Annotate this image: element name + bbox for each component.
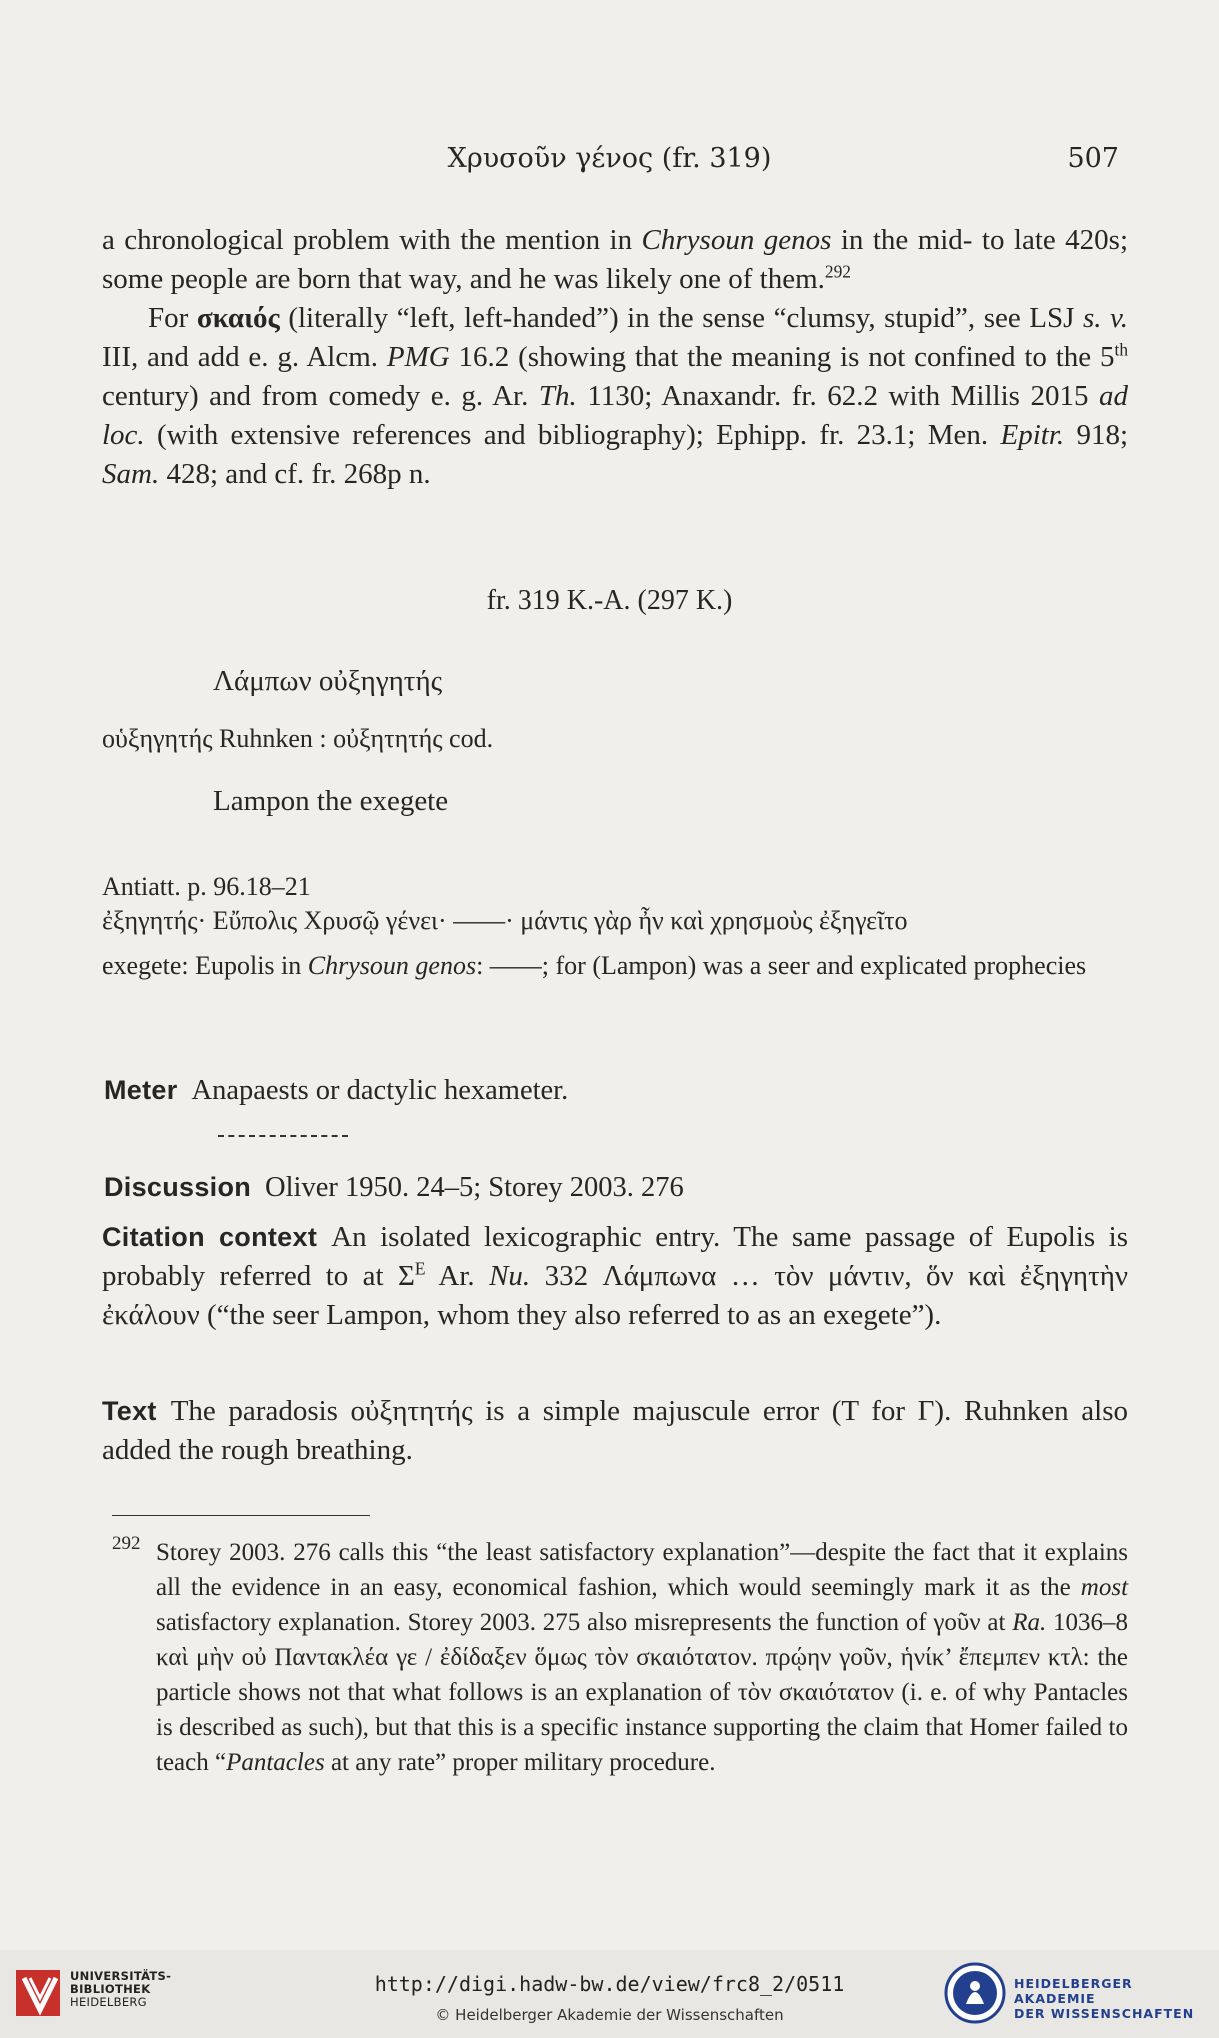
footnote-rule bbox=[112, 1515, 370, 1516]
italic-abbrev: Sam. bbox=[102, 458, 160, 490]
logo-text: DER WISSENSCHAFTEN bbox=[1014, 2006, 1195, 2021]
paragraph-continued bbox=[102, 221, 1128, 299]
italic-abbrev: Nu. bbox=[489, 1260, 531, 1292]
text-run: : ——; for (Lampon) was a seer and explicated prophecies bbox=[476, 951, 1087, 980]
text-run: III, and add e. g. Alcm. bbox=[102, 341, 379, 373]
fragment-greek-text: Λάμπων οὐξηγητής bbox=[213, 665, 443, 697]
text-run: 16.2 (showing that the meaning is not confined to the 5 bbox=[458, 341, 1115, 373]
text-run: a chronological problem with the mention in bbox=[102, 224, 633, 256]
italic-abbrev: Ra. bbox=[1012, 1609, 1047, 1636]
footnote-ref[interactable]: 292 bbox=[824, 261, 851, 282]
text-section bbox=[102, 1392, 1128, 1470]
italic-word: Pantacles bbox=[226, 1749, 325, 1776]
logo-text: HEIDELBERG bbox=[70, 1995, 147, 2009]
meter-text: Anapaests or dactylic hexameter. bbox=[191, 1075, 569, 1106]
superscript: th bbox=[1114, 339, 1129, 360]
text-run: satisfactory explanation. Storey 2003. 275 also misrepresents the function of γοῦν at bbox=[156, 1609, 1006, 1636]
italic-abbrev: Epitr. bbox=[1000, 419, 1065, 451]
text-run: (literally “left, left-handed”) in the sense “clumsy, stupid”, see LSJ bbox=[288, 302, 1075, 334]
academy-name bbox=[1014, 1976, 1219, 2021]
logo-text: HEIDELBERGER AKADEMIE bbox=[1014, 1976, 1133, 2006]
text-run: 918; bbox=[1076, 419, 1128, 451]
italic-abbrev: ad loc. bbox=[102, 380, 1128, 451]
academy-seal-icon bbox=[944, 1962, 1006, 2024]
citation-label: Citation context bbox=[102, 1222, 318, 1252]
footnote-number: 292 bbox=[112, 1533, 141, 1554]
source-reference: Antiatt. p. 96.18–21 bbox=[102, 872, 311, 901]
meter-line bbox=[104, 1072, 568, 1109]
citation-context bbox=[102, 1218, 1128, 1335]
text-label: Text bbox=[102, 1396, 157, 1426]
source-greek: ἐξηγητής· Εὔπολις Χρυσῷ γένει· ——· μάντις γὰρ ἦν καὶ χρησμοὺς ἐξηγεῖτο bbox=[102, 906, 908, 935]
logo-text: UNIVERSITÄTS- bbox=[70, 1969, 172, 1983]
text-run: 332 Λάμπωνα … τὸν μάντιν, ὅν καὶ ἐξηγητὴν ἐκάλουν (“the seer Lampon, whom they also referred to as an exegete”). bbox=[102, 1260, 1129, 1331]
text-run: 1036–8 καὶ μὴν οὐ Παντακλέα γε / ἐδίδαξεν ὅμως τὸν σκαιότατον. πρῴην γοῦν, ἡνίκ’ ἔπεμπεν κτλ: the particle shows not that what follows is an explanation of τὸν σκαιότατον (i. e. of why Pantacles is described as such), but that this is a specific instance supporting the claim that Homer failed to teach “ bbox=[156, 1609, 1128, 1776]
metrical-scheme bbox=[218, 1135, 348, 1137]
permalink-url[interactable]: http://digi.hadw-bw.de/view/frc8_2/0511 bbox=[374, 1972, 845, 1996]
italic-title: Chrysoun genos bbox=[641, 224, 832, 256]
fragment-heading: fr. 319 K.-A. (297 K.) bbox=[486, 585, 733, 616]
italic-abbrev: PMG bbox=[386, 341, 450, 373]
meter-label: Meter bbox=[104, 1075, 178, 1105]
paragraph-skaios bbox=[102, 299, 1128, 494]
text-run: 1130; Anaxandr. fr. 62.2 with Millis 2015 bbox=[587, 380, 1089, 412]
source-translation bbox=[102, 949, 1128, 983]
text-body: The paradosis οὐξητητής is a simple majuscule error (T for Γ). Ruhnken also added the rough breathing. bbox=[102, 1395, 1128, 1466]
running-head: Χρυσοῦν γένος (fr. 319) bbox=[447, 143, 772, 174]
footnote-292 bbox=[156, 1535, 1128, 1780]
fragment-translation: Lampon the exegete bbox=[213, 785, 449, 817]
text-run: at any rate” proper military procedure. bbox=[330, 1749, 716, 1776]
italic-word: most bbox=[1080, 1574, 1129, 1601]
italic-title: Chrysoun genos bbox=[307, 951, 477, 980]
text-run: century) and from comedy e. g. Ar. bbox=[102, 380, 529, 412]
text-run: Storey 2003. 276 calls this “the least satisfactory explanation”—despite the fact that it explains all the evidence in an easy, economical fashion, which would seemingly mark it as the bbox=[156, 1539, 1128, 1601]
copyright-notice: © Heidelberger Akademie der Wissenschaften bbox=[435, 2006, 784, 2024]
text-run: exegete: Eupolis in bbox=[102, 951, 302, 980]
logo-text: BIBLIOTHEK bbox=[70, 1982, 151, 1996]
discussion-text: Oliver 1950. 24–5; Storey 2003. 276 bbox=[265, 1172, 684, 1203]
superscript: E bbox=[414, 1258, 426, 1279]
discussion-label: Discussion bbox=[104, 1172, 252, 1202]
text-run: in the mid- to bbox=[840, 224, 1005, 256]
italic-abbrev: s. v. bbox=[1082, 302, 1129, 334]
page-number: 507 bbox=[1067, 143, 1119, 174]
footer-bar bbox=[0, 1950, 1219, 2038]
text-run: 428; and cf. fr. 268p n. bbox=[166, 458, 431, 490]
text-run: An isolated lexicographic entry. The same passage of Eupolis is probably referred to at Σ bbox=[102, 1221, 1129, 1292]
text-run: For bbox=[148, 302, 189, 334]
discussion-line bbox=[104, 1169, 684, 1206]
italic-abbrev: Th. bbox=[538, 380, 577, 412]
critical-apparatus: οὑξηγητής Ruhnken : οὐξητητής cod. bbox=[102, 724, 494, 753]
text-run: late 420s; some people are born that way, and he was likely one of them. bbox=[102, 224, 1129, 295]
greek-lemma: σκαιός bbox=[196, 302, 280, 334]
text-run: (with extensive references and bibliography); Ephipp. fr. 23.1; Men. bbox=[156, 419, 989, 451]
text-run: Ar. bbox=[438, 1260, 475, 1292]
